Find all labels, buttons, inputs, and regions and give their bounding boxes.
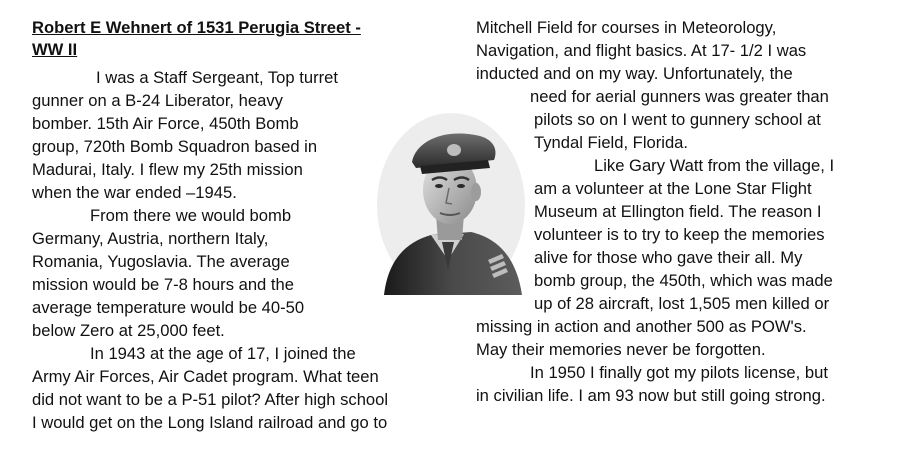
right-line: inducted and on my way. Unfortunately, the [476,64,793,83]
right-line: Tyndal Field, Florida. [534,133,689,152]
right-line: In 1950 I finally got my pilots license, but [530,363,828,382]
right-line: alive for those who gave their all. My [534,248,803,267]
left-line: I would get on the Long Island railroad and go to [32,413,388,432]
left-line: when the war ended –1945. [32,183,237,202]
right-line: Navigation, and flight basics. At 17- 1/2 I was [476,41,807,60]
left-line: did not want to be a P-51 pilot? After high school [32,390,389,409]
left-line: average temperature would be 40-50 [32,298,305,317]
left-line: Madurai, Italy. I flew my 25th mission [32,160,303,179]
right-line: pilots so on I went to gunnery school at [534,110,821,129]
right-line: bomb group, the 450th, which was made [534,271,833,290]
right-line: volunteer is to try to keep the memories [534,225,825,244]
right-line: am a volunteer at the Lone Star Flight [534,179,812,198]
left-line: below Zero at 25,000 feet. [32,321,225,340]
right-line: May their memories never be forgotten. [476,340,766,359]
left-line: In 1943 at the age of 17, I joined the [90,344,356,363]
article-title-line-1: Robert E Wehnert of 1531 Perugia Street - [32,18,361,37]
left-line: From there we would bomb [90,206,292,225]
left-line: mission would be 7-8 hours and the [32,275,294,294]
left-line: I was a Staff Sergeant, Top turret [96,68,338,87]
right-line: Like Gary Watt from the village, I [594,156,835,175]
left-line: bomber. 15th Air Force, 450th Bomb [32,114,299,133]
right-line: up of 28 aircraft, lost 1,505 men killed or [534,294,830,313]
soldier-portrait-photo [376,110,526,295]
right-line: need for aerial gunners was greater than [530,87,829,106]
left-line: Romania, Yugoslavia. The average [32,252,290,271]
left-line: gunner on a B-24 Liberator, heavy [32,91,283,110]
right-line: missing in action and another 500 as POW's. [476,317,807,336]
right-line: Museum at Ellington field. The reason I [534,202,822,221]
left-line: group, 720th Bomb Squadron based in [32,137,318,156]
right-line: in civilian life. I am 93 now but still going strong. [476,386,826,405]
left-line: Germany, Austria, northern Italy, [32,229,269,248]
left-line: Army Air Forces, Air Cadet program. What teen [32,367,379,386]
article-title-line-2: WW II [32,40,78,59]
right-line: Mitchell Field for courses in Meteorology, [476,18,777,37]
